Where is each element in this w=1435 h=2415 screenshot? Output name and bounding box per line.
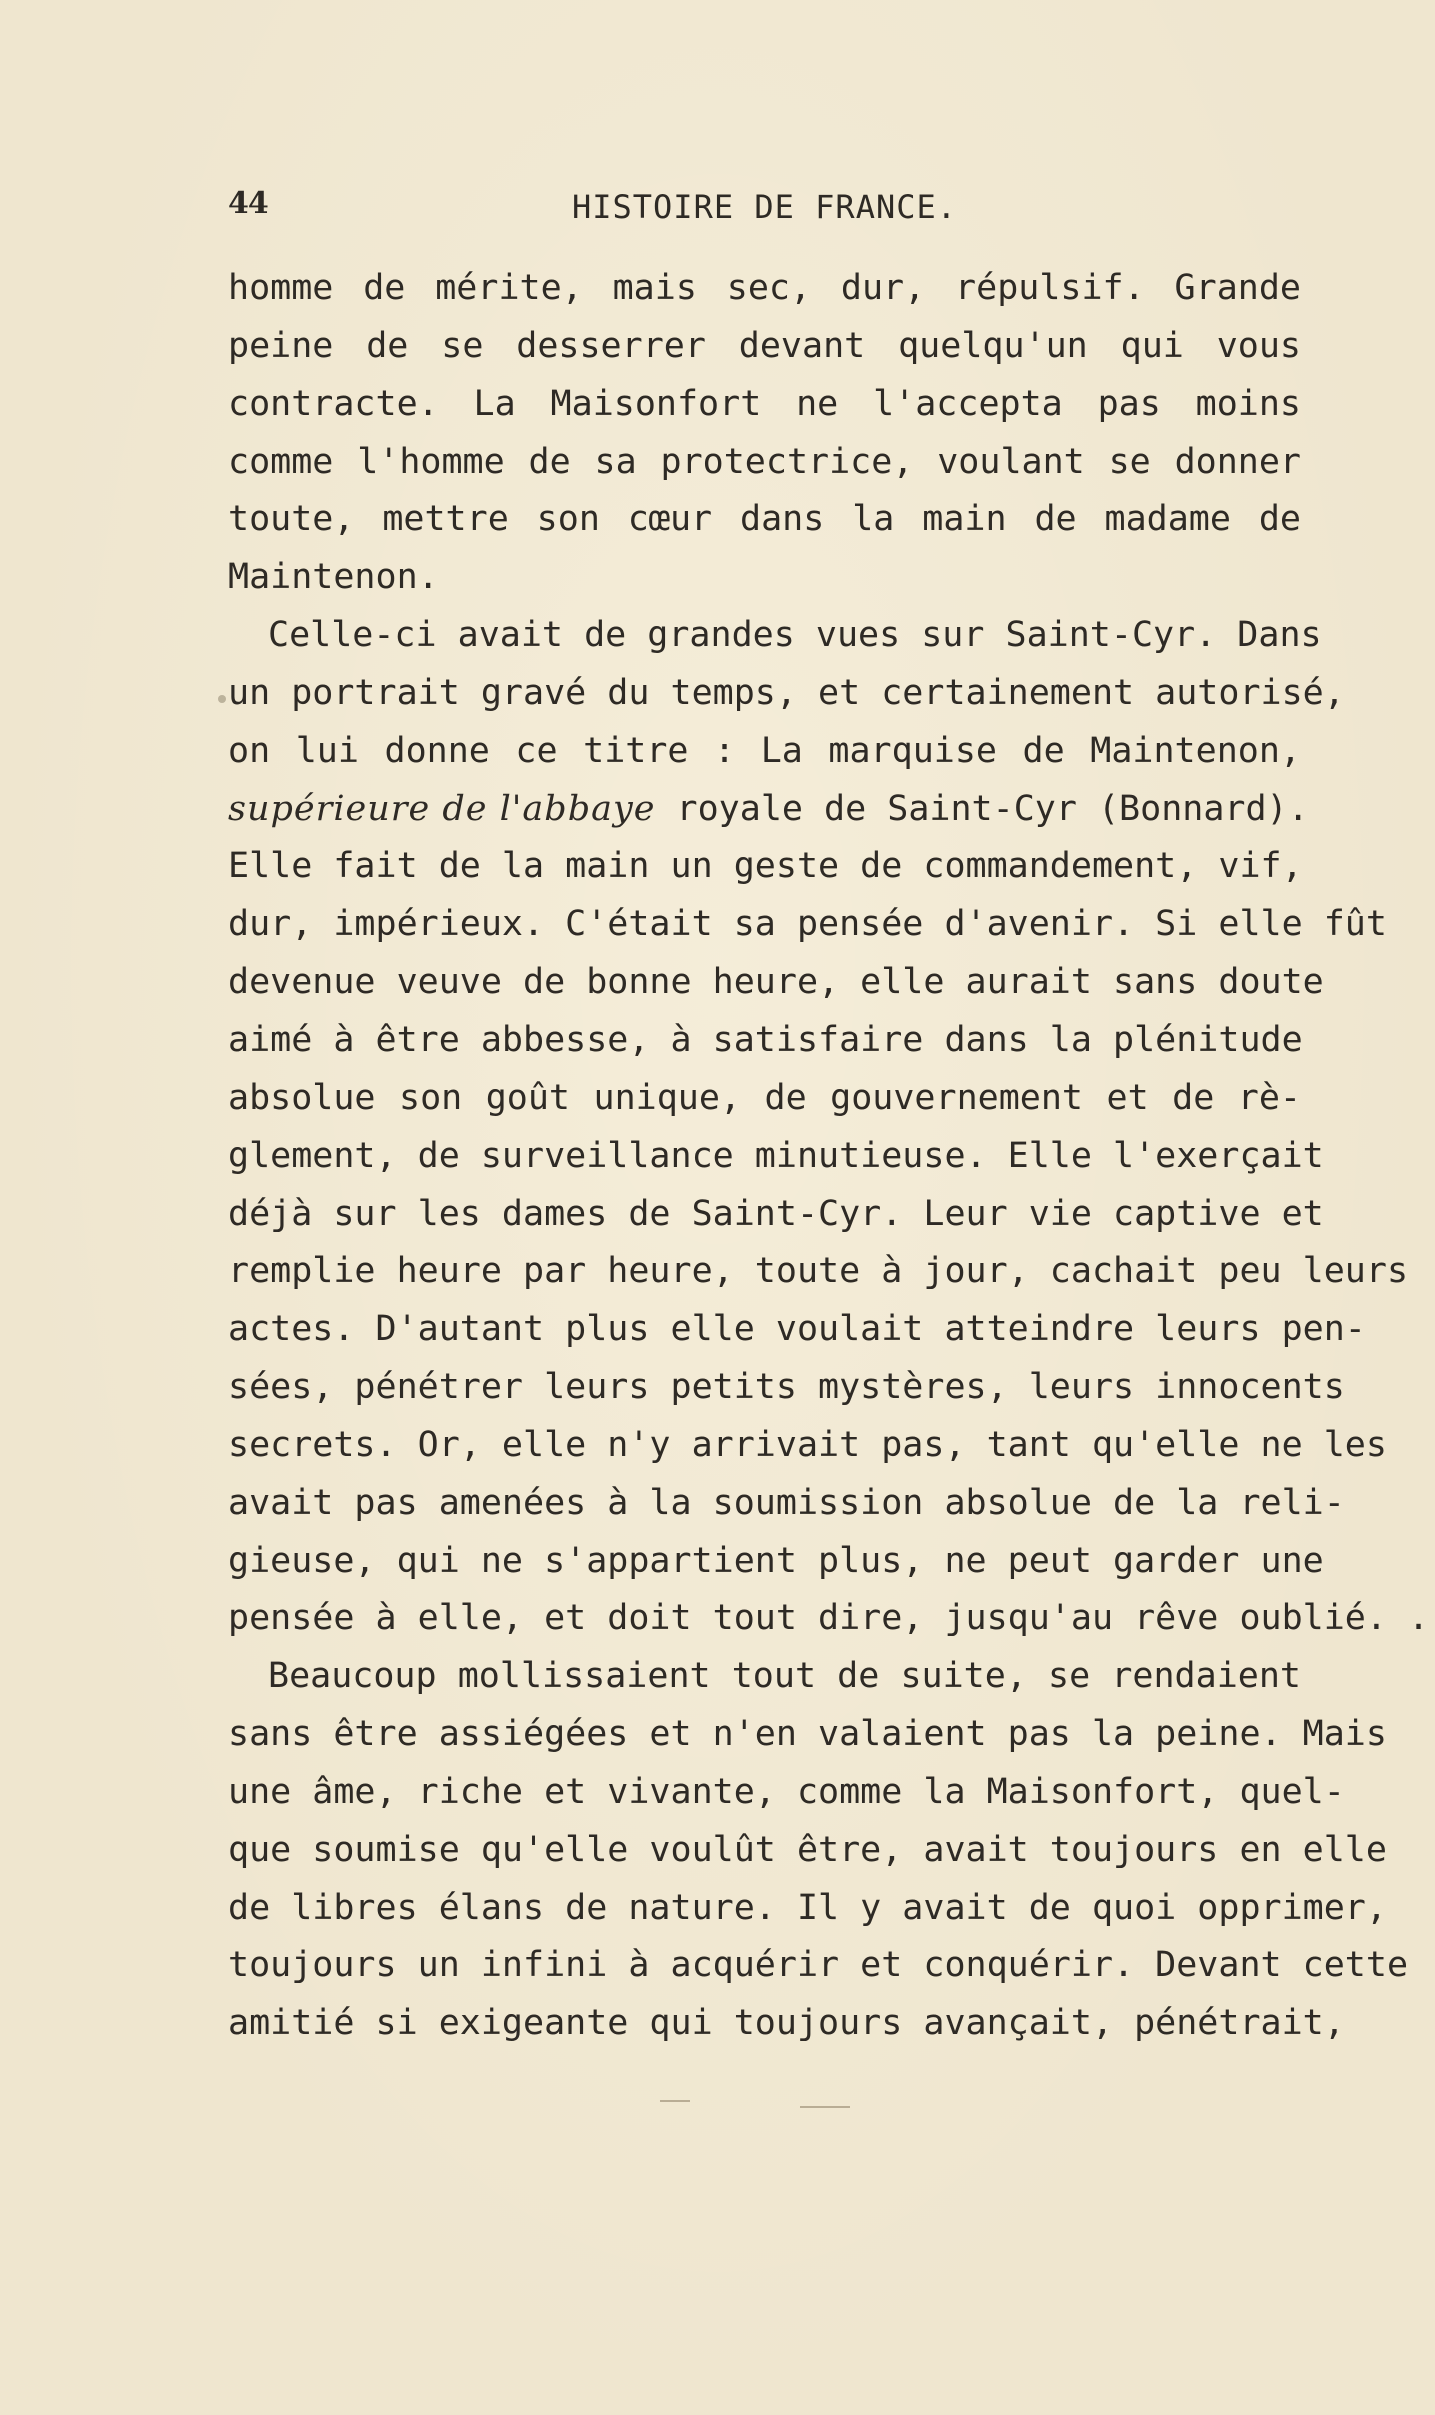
text-line: toute, mettre son cœur dans la main de madame de — [228, 499, 1301, 540]
text-line: secrets. Or, elle n'y arrivait pas, tant qu'elle ne les — [228, 1424, 1387, 1465]
text-line: Celle-ci avait de grandes vues sur Saint-Cyr. Dans — [268, 615, 1322, 656]
text-fragment: royale de Saint-Cyr (Bonnard). — [655, 788, 1309, 829]
text-line: homme de mérite, mais sec, dur, répulsif. Grande — [228, 268, 1301, 308]
print-mark — [800, 2106, 850, 2108]
text-line: amitié si exigeante qui toujours avançait, pénétrait, — [228, 2003, 1345, 2044]
text-line: sées, pénétrer leurs petits mystères, leurs innocents — [228, 1367, 1345, 1408]
text-line: glement, de surveillance minutieuse. Elle l'exerçait — [228, 1135, 1324, 1176]
text-line: déjà sur les dames de Saint-Cyr. Leur vie captive et — [228, 1193, 1324, 1234]
print-speck — [218, 695, 226, 703]
text-line: actes. D'autant plus elle voulait atteindre leurs pen- — [228, 1309, 1366, 1350]
text-line: absolue son goût unique, de gouvernement et de rè- — [228, 1077, 1301, 1118]
text-line: devenue veuve de bonne heure, elle aurait sans doute — [228, 962, 1324, 1003]
body-text — [228, 260, 1430, 2053]
text-line: un portrait gravé du temps, et certainement autorisé, — [228, 672, 1345, 713]
text-line: gieuse, qui ne s'appartient plus, ne peut garder une — [228, 1540, 1324, 1581]
italic-title: supérieure de l'abbaye — [228, 788, 656, 829]
text-line — [228, 781, 1309, 839]
text-line: Maintenon. — [228, 557, 439, 598]
page-number: 44 — [228, 186, 268, 221]
text-line: aimé à être abbesse, à satisfaire dans la plénitude — [228, 1019, 1303, 1060]
text-line: sans être assiégées et n'en valaient pas la peine. Mais — [228, 1714, 1387, 1755]
text-line: comme l'homme de sa protectrice, voulant se donner — [228, 441, 1301, 482]
text-line: dur, impérieux. C'était sa pensée d'avenir. Si elle fût — [228, 904, 1387, 945]
text-line: que soumise qu'elle voulût être, avait toujours en elle — [228, 1829, 1387, 1870]
running-head — [228, 186, 1301, 230]
text-line: avait pas amenées à la soumission absolue de la reli- — [228, 1482, 1345, 1523]
text-line: Beaucoup mollissaient tout de suite, se rendaient — [268, 1656, 1301, 1697]
text-line: remplie heure par heure, toute à jour, cachait peu leurs — [228, 1251, 1409, 1292]
text-line: de libres élans de nature. Il y avait de quoi opprimer, — [228, 1887, 1387, 1928]
running-title: HISTOIRE DE FRANCE. — [571, 188, 958, 226]
text-line: toujours un infini à acquérir et conquérir. Devant cette — [228, 1945, 1409, 1986]
text-line: Elle fait de la main un geste de commandement, vif, — [228, 846, 1303, 887]
text-line: on lui donne ce titre : La marquise de Maintenon, — [228, 730, 1301, 771]
text-line: contracte. La Maisonfort ne l'accepta pas moins — [228, 383, 1301, 424]
text-line: une âme, riche et vivante, comme la Maisonfort, quel- — [228, 1771, 1345, 1812]
text-line: peine de se desserrer devant quelqu'un qui vous — [228, 325, 1301, 366]
text-line: pensée à elle, et doit tout dire, jusqu'au rêve oublié. . — [228, 1598, 1430, 1639]
print-mark — [660, 2100, 690, 2102]
